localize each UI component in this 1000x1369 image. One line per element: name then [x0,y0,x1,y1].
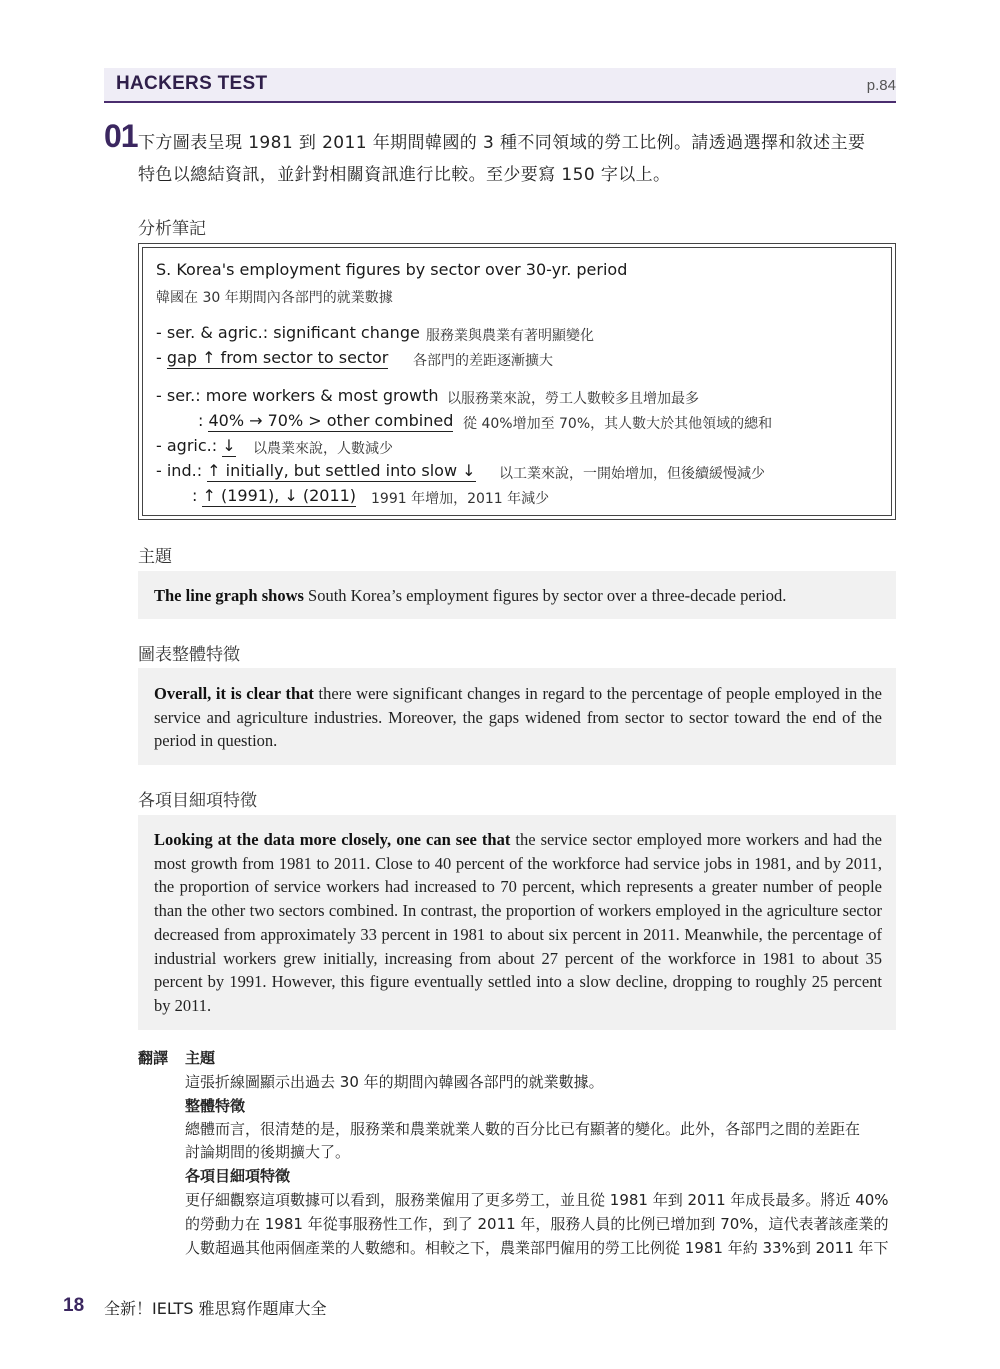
overview-heading: 圖表整體特徵 [138,645,240,665]
overview-paragraph [154,682,882,753]
overview-lead: Overall, it is clear that [154,684,314,703]
topic-lead: The line graph shows [154,586,304,605]
page-reference: p.84 [866,77,896,94]
translation-topic-heading: 主題 [185,1049,216,1067]
topic-text: South Korea’s employment figures by sector over a three-decade period. [303,586,787,605]
translation-details-line-2: 的勞動力在 1981 年從事服務性工作，到了 2011 年，服務人員的比例已增加到 70%，這代表著該產業的 [185,1215,889,1233]
note-row-5 [156,436,236,455]
topic-heading: 主題 [138,547,172,567]
note-row-4-zh: 從 40%增加至 70%，其人數大於其他領域的總和 [463,416,773,432]
footer-book-title: 全新！IELTS 雅思寫作題庫大全 [104,1299,327,1318]
translation-overview-heading: 整體特徵 [185,1097,246,1115]
note-row-4-en: 40% → 70% > other combined [208,411,454,430]
details-lead: Looking at the data more closely, one can see that [154,830,511,849]
details-heading: 各項目細項特徵 [138,791,257,811]
question-text-line-2: 特色以總結資訊，並針對相關資訊進行比較。至少要寫 150 字以上。 [138,165,671,185]
note-row-1-zh: 服務業與農業有著明顯變化 [426,328,594,344]
translation-label: 翻譯 [138,1049,169,1067]
note-row-5-prefix: - agric.: [156,436,218,455]
translation-overview-line-1: 總體而言，很清楚的是，服務業和農業就業人數的百分比已有顯著的變化。此外，各部門之間的差距在 [185,1120,861,1138]
notes-title-en: S. Korea's employment figures by sector over 30-yr. period [156,260,628,279]
note-row-6-zh: 以工業來說，一開始增加，但後續緩慢減少 [499,466,765,482]
question-text-line-1: 下方圖表呈現 1981 到 2011 年期間韓國的 3 種不同領域的勞工比例。請透過選擇和敘述主要 [138,133,866,153]
note-row-7-en: ↑ (1991), ↓ (2011) [202,486,357,505]
footer-page-number: 18 [63,1295,85,1316]
note-row-4 [198,411,453,430]
note-row-6-prefix: - ind.: [156,461,203,480]
note-row-2-zh: 各部門的差距逐漸擴大 [413,353,553,369]
translation-topic-text: 這張折線圖顯示出過去 30 年的期間內韓國各部門的就業數據。 [185,1073,604,1091]
section-title: HACKERS TEST [116,73,268,94]
note-row-2-prefix: - [156,348,167,367]
notes-title-zh: 韓國在 30 年期間內各部門的就業數據 [156,290,393,306]
translation-details-heading: 各項目細項特徵 [185,1167,291,1185]
note-row-6 [156,461,476,480]
translation-details-line-1: 更仔細觀察這項數據可以看到，服務業僱用了更多勞工，並且從 1981 年到 2011 年成長最多。將近 40% [185,1191,889,1209]
note-row-2-en: gap ↑ from sector to sector [166,348,389,367]
note-row-1-en: - ser. & agric.: significant change [156,323,420,342]
notes-heading: 分析筆記 [138,219,206,239]
details-paragraph [154,828,882,1018]
topic-paragraph [154,584,882,608]
note-row-7-prefix: : [192,486,198,505]
note-row-2 [156,348,388,367]
note-row-5-en: ↓ [222,436,236,455]
translation-details-line-3: 人數超過其他兩個產業的人數總和。相較之下，農業部門僱用的勞工比例從 1981 年約 33%到 2011 年下 [185,1239,889,1257]
note-row-3-en: - ser.: more workers & most growth [156,386,439,405]
note-row-4-prefix: : [198,411,204,430]
details-text: the service sector employed more workers and had the most growth from 1981 to 2011. Close to 40 percent of the workforce had service jobs in 1981, and by 2011, the proportion of service workers had increased to 70 percent, which represents a greater number of people than the other two sectors combined. In contrast, the proportion of workers employed in the agriculture sector decreased from approximately 33 percent in 1981 to about six percent in 2011. Meanwhile, the percentage of industrial workers grew initially, increasing from about 27 percent of the workforce in 1981 to about 35 percent by 1991. However, this figure eventually settled into a slow decline, dropping to roughly 25 percent by 2011. [154,830,882,1015]
note-row-7-zh: 1991 年增加，2011 年減少 [371,491,550,507]
note-row-3-zh: 以服務業來說，勞工人數較多且增加最多 [447,391,699,407]
translation-overview-line-2: 討論期間的後期擴大了。 [185,1143,351,1161]
question-number: 01 [104,118,138,154]
note-row-7 [192,486,356,505]
note-row-5-zh: 以農業來說，人數減少 [253,441,393,457]
overview-text: there were significant changes in regard to the percentage of people employed in the service and agriculture industries. Moreover, the gaps widened from sector to sector toward the end of the period in question. [154,684,882,751]
note-row-6-en: ↑ initially, but settled into slow ↓ [207,461,476,480]
